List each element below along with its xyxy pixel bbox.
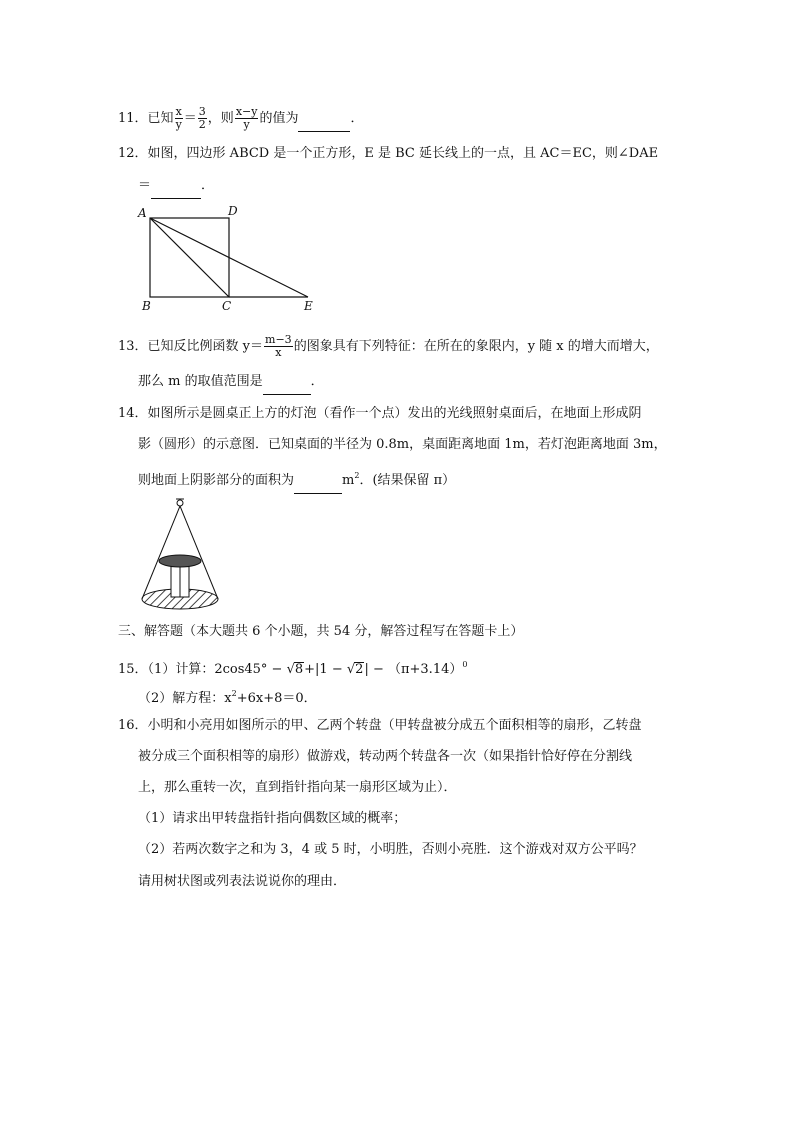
answer-blank xyxy=(294,473,342,494)
table-top xyxy=(159,555,201,567)
answer-blank xyxy=(263,374,311,395)
square-abcd-figure xyxy=(136,202,326,314)
lamp-table-shadow-figure xyxy=(140,496,230,614)
section-3-heading: 三、解答题（本大题共 6 个小题，共 54 分，解答过程写在答题卡上） xyxy=(118,624,524,639)
answer-blank xyxy=(151,178,201,199)
question-16-line-3: 上，那么重转一次，直到指针指向某一扇形区域为止）． xyxy=(138,780,457,795)
question-14-line-1: 14．如图所示是圆桌正上方的灯泡（看作一个点）发出的光线照射桌面后，在地面上形成阴 xyxy=(118,406,642,421)
fraction-xmy-over-y: $\frac{x-y}{y}$ xyxy=(235,105,258,131)
label-b: B xyxy=(142,299,151,313)
label-d: D xyxy=(228,204,238,218)
fraction-x-over-y: $\frac{x}{y}$ xyxy=(175,105,182,131)
question-16-line-1: 16．小明和小亮用如图所示的甲、乙两个转盘（甲转盘被分成五个面积相等的扇形，乙转盘 xyxy=(118,718,642,733)
bulb-icon xyxy=(177,500,183,506)
question-16-part-2: （2）若两次数字之和为 3，4 或 5 时，小明胜，否则小亮胜．这个游戏对双方公平吗？ xyxy=(138,842,643,857)
question-number: 12． xyxy=(118,146,148,161)
question-15-part-2: （2）解方程：$x^2+6x+8=0$． xyxy=(138,689,317,706)
question-14-line-3: 则地面上阴影部分的面积为 $m^2$．(结果保留 π） xyxy=(138,466,455,494)
question-13-line-1: 13．已知反比例函数 y＝ $\frac{m-3}{x}$ 的图象具有下列特征：在所在的象限内，y 随 x 的增大而增大， xyxy=(118,333,659,359)
answer-blank xyxy=(298,111,350,132)
label-e: E xyxy=(304,299,313,313)
question-16-line-2: 被分成三个面积相等的扇形）做游戏，转动两个转盘各一次（如果指针恰好停在分割线 xyxy=(138,749,633,764)
fraction-m3-over-x: $\frac{m-3}{x}$ xyxy=(265,333,292,359)
question-15-part-1: 15．（1）计算：$2\cos 45^\circ - √8+|1 - √2| - (\pi+3.14)^0$ xyxy=(118,660,468,677)
question-11: 11．已知 $\frac{x}{y}$ ＝ $\frac{3}{2}$ ，则 $\frac{x-y}{y}$ 的值为 ． xyxy=(118,105,364,131)
sqrt-symbol: √ xyxy=(286,662,295,677)
question-number: 14． xyxy=(118,406,148,421)
label-c: C xyxy=(222,299,232,313)
question-13-line-2: 那么 m 的取值范围是 ． xyxy=(138,372,324,395)
question-16-part-3: 请用树状图或列表法说说你的理由． xyxy=(138,874,347,889)
question-16-part-1: （1）请求出甲转盘指针指向偶数区域的概率； xyxy=(138,811,407,826)
question-12-line-2: ＝ ． xyxy=(138,176,214,199)
question-number: 13． xyxy=(118,339,148,354)
question-14-line-2: 影（圆形）的示意图．已知桌面的半径为 0.8m，桌面距离地面 1m，若灯泡距离地面 3m， xyxy=(138,437,667,452)
question-12-line-1: 12．如图，四边形 ABCD 是一个正方形，E 是 BC 延长线上的一点，且 AC＝EC，则∠DAE xyxy=(118,146,659,161)
label-a: A xyxy=(138,206,147,220)
question-number: 15． xyxy=(118,662,148,677)
sqrt-symbol: √ xyxy=(346,662,356,677)
question-number: 11． xyxy=(118,111,148,126)
diagonal-ac xyxy=(150,218,229,297)
fraction-3-over-2: $\frac{3}{2}$ xyxy=(198,105,206,131)
question-number: 16． xyxy=(118,718,148,733)
